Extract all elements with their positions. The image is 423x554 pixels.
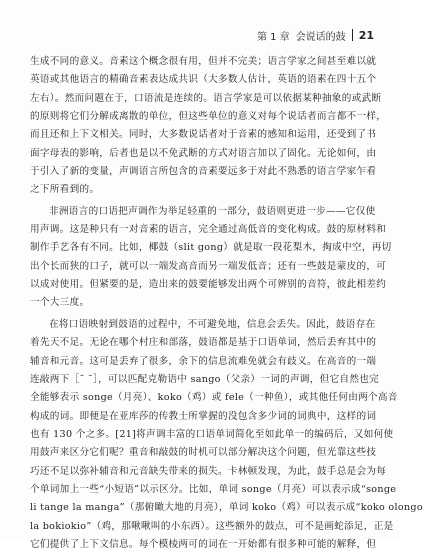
text-line: 着先天不足。无论在哪个村庄和部落，鼓语都是基于口语单词，然后丢弃其中的 (30, 337, 377, 349)
text-line: 连敲两下［ˉ ˉ］，可以匹配克勒语中 sango（父亲）一词的声调，但它自然也完 (30, 373, 380, 385)
header-divider (352, 29, 353, 41)
text-line: 用声调。这是种只有一对音素的语言，完全通过高低音的变化构成。鼓的原材料和 (30, 224, 387, 236)
text-line: 也有 130 个之多。[21]将声调丰富的口语单词简化至如此单一的编码后，又如何使 (30, 428, 394, 440)
text-line: 而且还和上下文相关。同时，大多数说话者对于音素的感知和运用，还受到了书 (30, 129, 377, 141)
text-line: 制作手艺各有不同。比如，椰鼓（slit gong）就是取一段花梨木，掏成中空，再切 (30, 242, 392, 254)
text-line: 以成对使用。但紧要的是，造出来的鼓要能够发出两个可辨别的音符，彼此相差约 (30, 279, 387, 291)
text-line: 非洲语言的口语把声调作为举足轻重的一部分，鼓语则更进一步——它仅使 (49, 205, 376, 217)
text-line: 它们提供了上下文信息。每个模棱两可的词在一开始都有很多种可能的解释，但 (30, 538, 377, 550)
text-line: 面字母表的影响，后者也是以不免武断的方式对语言加以了固化。无论如何，由 (30, 147, 377, 159)
text-line: li tange la manga”（那俯瞰大地的月亮），单词 koko（鸡）可以表示成“koko olongo (30, 502, 423, 514)
text-line: 构成的词。即便是在亚库莎的传教士所掌握的没包含多少词的词典中，这样的词 (30, 410, 377, 422)
text-line: 左右）。然而问题在于，口语流是连续的。语言学家是可以依据某种抽象的或武断 (30, 92, 382, 104)
paragraph-3 (30, 316, 423, 554)
text-line: 生成不同的意义。音素这个概念很有用，但并不完美；语言学家之间甚至难以就 (30, 56, 377, 67)
text-line: 巧还不足以弥补辅音和元音缺失带来的损失。卡林顿发现，为此，鼓手总是会为每 (30, 465, 387, 477)
text-line: 在将口语映射到鼓语的过程中，不可避免地，信息会丢失。因此，鼓语存在 (49, 318, 376, 330)
text-line: 用鼓声来区分它们呢？重音和敲鼓的时机可以部分解决这个问题，但光靠这些技 (30, 447, 377, 459)
paragraph-2 (30, 203, 392, 313)
text-line: 的原则将它们分解成离散的单位，但这些单位的意义对每个说话者而言都不一样， (30, 111, 387, 123)
text-line: 一个大三度。 (30, 297, 90, 309)
text-line: 英语或其他语言的精确音素表达成共识（大多数人估计，英语的语素在四十五个 (30, 74, 377, 86)
text-line: 辅音和元音。这可是丢弃了很多，余下的信息流难免就会有歧义。在高音的一端 (30, 355, 377, 367)
text-line: 之下所看到的。 (30, 184, 100, 196)
text-line: 于引入了新的变量，声调语言所包含的音素要远多于对此不熟悉的语言学家乍看 (30, 166, 377, 178)
running-header (257, 26, 374, 44)
text-line: 个单词加上一些“小短语”以示区分。比如，单词 songe（月亮）可以表示成“songe (30, 483, 397, 495)
text-line: 全能够表示 songe（月亮）、koko（鸡）或 fele（一种鱼），或其他任何由两个高音 (30, 392, 398, 404)
chapter-label: 第 1 章 (256, 31, 290, 43)
text-line: 出个长而狭的口子，就可以一端发高音而另一端发低音；还有一些鼓是蒙皮的，可 (30, 260, 387, 272)
paragraph-1 (30, 53, 387, 200)
page-number: 21 (358, 28, 374, 42)
text-line: la bokiokio”（鸡，那啾啾叫的小东西）。这些额外的鼓点，可不是画蛇添足，正是 (30, 520, 394, 532)
body-text (30, 53, 423, 554)
chapter-title: 会说话的鼓 (295, 31, 346, 43)
